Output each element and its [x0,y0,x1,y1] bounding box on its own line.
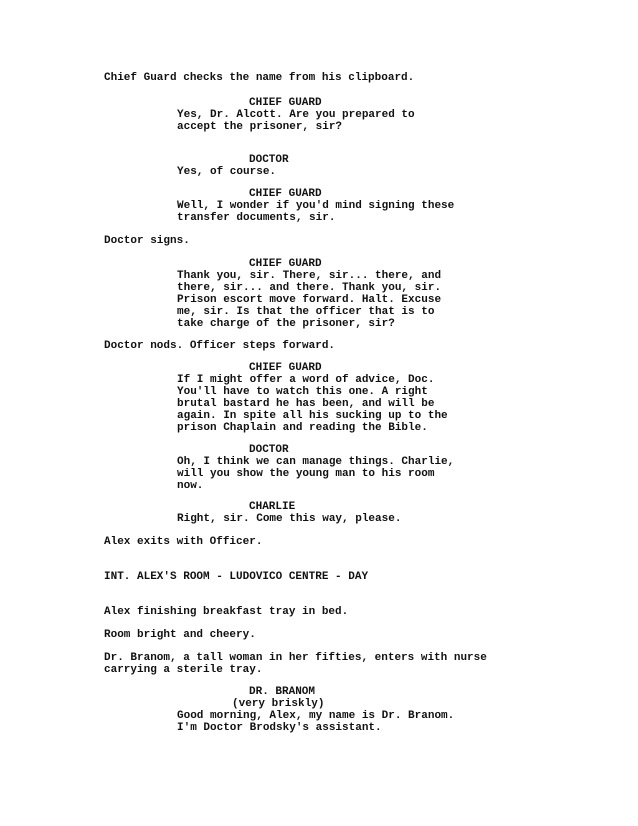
character-cue: CHIEF GUARD [249,258,322,270]
dialogue-line: Well, I wonder if you'd mind signing these [177,200,455,212]
character-cue: DOCTOR [249,444,289,456]
parenthetical: (very briskly) [232,698,325,710]
dialogue-line: prison Chaplain and reading the Bible. [177,422,428,434]
dialogue-line: accept the prisoner, sir? [177,121,343,133]
action-line: Alex exits with Officer. [104,536,263,548]
character-cue: DOCTOR [249,154,289,166]
scene-heading: INT. ALEX'S ROOM - LUDOVICO CENTRE - DAY [104,571,369,583]
action-line: Doctor nods. Officer steps forward. [104,340,336,352]
action-line: Chief Guard checks the name from his clipboard. [104,72,415,84]
dialogue-line: again. In spite all his sucking up to the [177,410,448,422]
dialogue-line: take charge of the prisoner, sir? [177,318,395,330]
dialogue-line: Yes, Dr. Alcott. Are you prepared to [177,109,415,121]
dialogue-line: Prison escort move forward. Halt. Excuse [177,294,442,306]
action-line: Room bright and cheery. [104,629,256,641]
character-cue: CHIEF GUARD [249,188,322,200]
dialogue-line: transfer documents, sir. [177,212,336,224]
action-line: carrying a sterile tray. [104,664,263,676]
dialogue-line: Thank you, sir. There, sir... there, and [177,270,442,282]
dialogue-line: Yes, of course. [177,166,277,178]
dialogue-line: If I might offer a word of advice, Doc. [177,374,435,386]
dialogue-line: will you show the young man to his room [177,468,435,480]
dialogue-line: brutal bastard he has been, and will be [177,398,435,410]
dialogue-line: I'm Doctor Brodsky's assistant. [177,722,382,734]
action-line: Doctor signs. [104,235,190,247]
action-line: Dr. Branom, a tall woman in her fifties, enters with nurse [104,652,487,664]
character-cue: DR. BRANOM [249,686,316,698]
character-cue: CHIEF GUARD [249,97,322,109]
character-cue: CHARLIE [249,501,296,513]
dialogue-line: me, sir. Is that the officer that is to [177,306,435,318]
dialogue-line: Good morning, Alex, my name is Dr. Branom. [177,710,455,722]
action-line: Alex finishing breakfast tray in bed. [104,606,349,618]
dialogue-line: now. [177,480,204,492]
dialogue-line: Oh, I think we can manage things. Charlie, [177,456,455,468]
dialogue-line: You'll have to watch this one. A right [177,386,428,398]
character-cue: CHIEF GUARD [249,362,322,374]
dialogue-line: Right, sir. Come this way, please. [177,513,402,525]
dialogue-line: there, sir... and there. Thank you, sir. [177,282,442,294]
